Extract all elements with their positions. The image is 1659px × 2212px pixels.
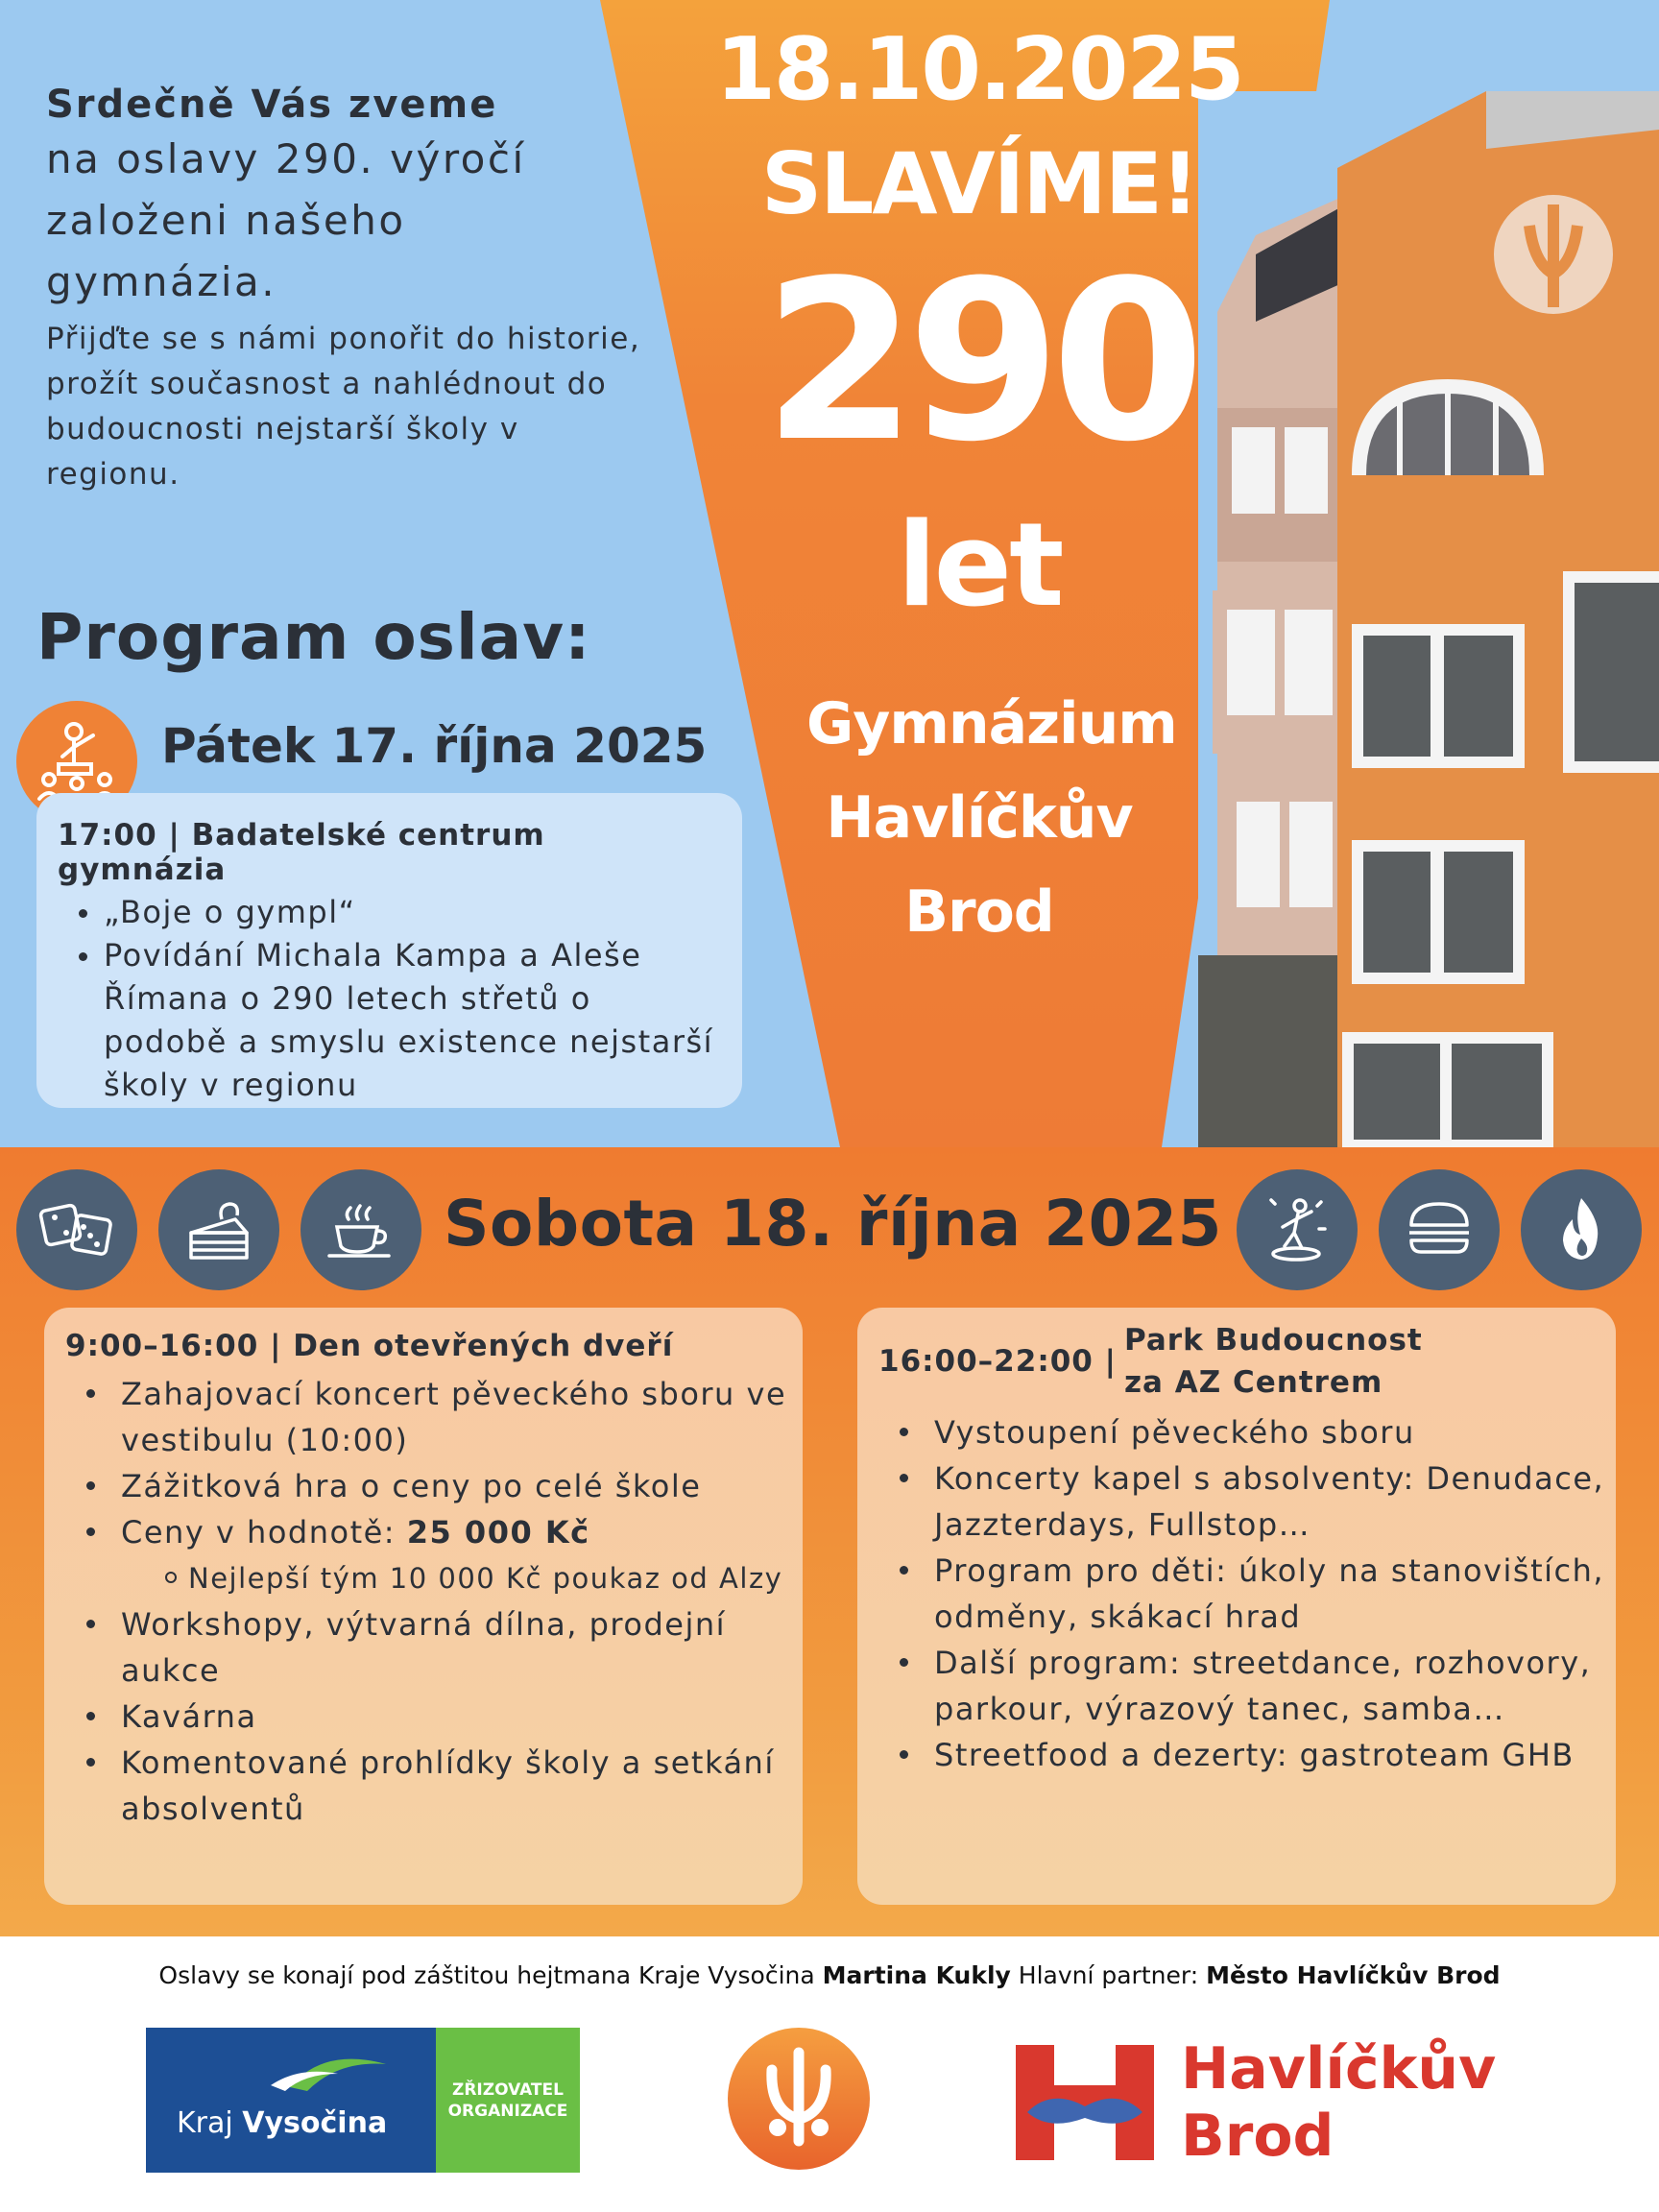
list-item: Koncerty kapel s absolventy: Denudace, Jazzterdays, Fullstop… [878,1455,1606,1548]
fire-icon [1521,1169,1642,1290]
kraj-text [177,2106,387,2140]
saturday-left-list [65,1371,793,1832]
saturday-right-list [878,1409,1606,1778]
saturday-left-box [44,1308,803,1905]
kraj-vysocina-logo [146,2028,580,2173]
list-item: Zahajovací koncert pěveckého sboru ve vestibulu (10:00) [65,1371,793,1463]
list-item: Vystoupení pěveckého sboru [878,1409,1606,1455]
kraj-logo-green [436,2028,580,2173]
friday-box-head: 17:00 | Badatelské centrum gymnázia [58,818,545,887]
patron-name: Martina Kukly [822,1961,1011,1989]
kraj-role-1: ZŘIZOVATEL [452,2080,564,2100]
saturday-right-box [857,1308,1616,1905]
list-item: Program pro děti: úkoly na stanovištích, odměny, skákací hrad [878,1548,1606,1640]
hb-line2: Brod [1181,2103,1334,2170]
saturday-title: Sobota 18. října 2025 [444,1187,1222,1261]
intro-text [46,83,641,497]
friday-title: Pátek 17. října 2025 [161,718,708,774]
kraj-role-2: ORGANIZACE [447,2101,568,2121]
saturday-right-time: 16:00–22:00 | [878,1344,1117,1379]
program-title: Program oslav: [36,600,591,674]
patron-pre: Oslavy se konají pod záštitou hejtmana Kraje Vysočina [158,1961,823,1989]
prize-amount: 25 000 Kč [406,1514,590,1551]
list-item: Nejlepší tým 10 000 Kč poukaz od Alzy [65,1555,793,1601]
dice-icon [16,1169,137,1290]
cake-icon [158,1169,279,1290]
havlickuv-brod-text [1181,2035,1496,2170]
list-item: Další program: streetdance, rozhovory, parkour, výrazový tanec, samba… [878,1640,1606,1732]
hero-number: 290 [762,234,1196,491]
school-building-image [1198,91,1659,1147]
friday-program-box [36,793,742,1108]
kraj-name: Vysočina [242,2106,388,2140]
hero-school-name: Gymnázium Havlíčkův Brod [806,690,1177,946]
saturday-left-head: 9:00–16:00 | Den otevřených dveří [65,1329,674,1363]
patron-line [0,1961,1659,1989]
havlickuv-brod-logo [1008,2035,1527,2170]
hero-let: let [897,499,1062,633]
list-item: „Boje o gympl“ [58,891,719,934]
dancer-icon [1237,1169,1358,1290]
coffee-cup-icon [301,1169,421,1290]
hero-date: 18.10.2025 [715,19,1243,120]
intro-main: na oslavy 290. výročí založeni našeho gymnázia. [46,135,526,305]
list-item: Povídání Michala Kampa a Aleše Římana o 290 letech střetů o podobě a smyslu existence nejstarší školy v regionu [58,934,719,1107]
hero-slavime: SLAVÍME! [760,134,1198,233]
intro-sub: Přijďte se s námi ponořit do historie, prožít současnost a nahlédnout do budoucnosti nejstarší školy v regionu. [46,322,641,492]
kraj-logo-blue [146,2028,436,2173]
list-item [65,1509,793,1555]
partner-pre: Hlavní partner: [1010,1961,1207,1989]
list-item: Streetfood a dezerty: gastroteam GHB [878,1732,1606,1778]
saturday-right-head [878,1319,1606,1404]
gymnazium-logo [728,2028,870,2170]
list-item: Workshopy, výtvarná dílna, prodejní aukce [65,1601,793,1694]
list-item: Komentované prohlídky školy a setkání absolventů [65,1740,793,1832]
burger-icon [1379,1169,1500,1290]
hb-line1: Havlíčkův [1181,2035,1497,2103]
list-item: Zážitková hra o ceny po celé škole [65,1463,793,1509]
saturday-right-place: Park Budoucnost za AZ Centrem [1123,1323,1423,1400]
prize-label: Ceny v hodnotě: [121,1514,407,1551]
friday-list [58,891,719,1107]
list-item: Kavárna [65,1694,793,1740]
intro-bold: Srdečně Vás zveme [46,83,498,127]
kraj-word: Kraj [177,2106,233,2140]
partner-name: Město Havlíčkův Brod [1206,1961,1501,1989]
